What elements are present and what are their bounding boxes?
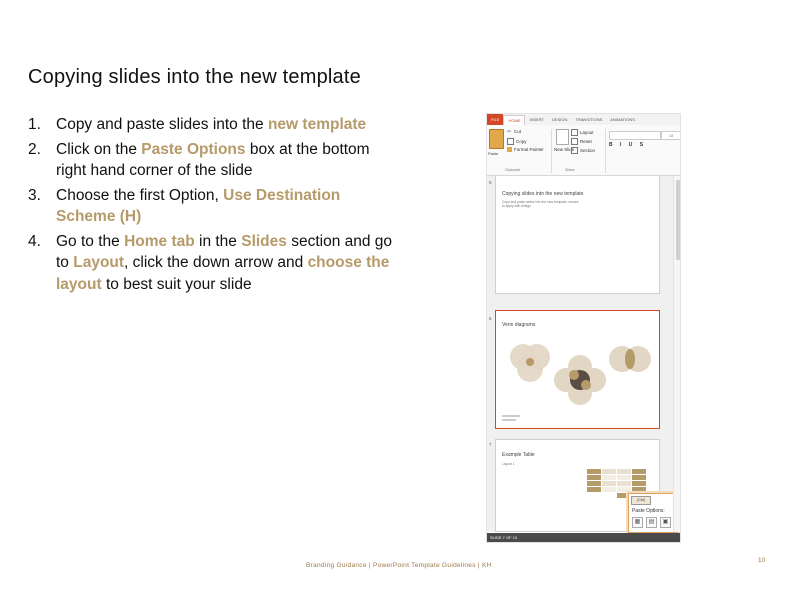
reset-button[interactable]	[571, 138, 592, 145]
slide-thumbnail-5[interactable]	[495, 176, 660, 294]
slides-group-label: Slides	[565, 168, 575, 172]
slide-title: Venn diagrams	[502, 322, 536, 328]
slide-number: 5	[489, 180, 492, 185]
layout-button[interactable]	[571, 129, 594, 136]
slide-thumbnails-pane	[487, 176, 681, 532]
highlighted-text: new template	[267, 116, 367, 133]
venn-diagrams	[496, 311, 658, 427]
vertical-scrollbar[interactable]	[673, 176, 681, 532]
picture-icon[interactable]: ▣	[660, 517, 671, 528]
instruction-step	[28, 231, 398, 296]
powerpoint-screenshot	[486, 113, 681, 543]
format-painter-button[interactable]	[507, 147, 544, 152]
brush-icon	[507, 147, 512, 152]
slide-number: 7	[489, 442, 492, 447]
divider	[605, 129, 606, 173]
highlighted-text: choose the layout	[56, 254, 390, 293]
scissors-icon: ✂	[507, 129, 512, 135]
new-slide-icon[interactable]	[556, 129, 569, 145]
step-text: section and go to	[56, 232, 393, 271]
step-text: Go to the	[56, 232, 125, 250]
layout-icon	[571, 129, 578, 136]
step-number: 3.	[28, 186, 41, 204]
slide-bullet: Layout 1	[502, 462, 515, 466]
slide-title: Example Table	[502, 452, 535, 458]
instruction-list	[28, 114, 398, 298]
tab-animations[interactable]: ANIMATIONS	[610, 117, 635, 122]
scrollbar-thumb[interactable]	[676, 180, 681, 260]
font-name-input[interactable]	[609, 131, 661, 140]
paste-options-label: Paste Options:	[632, 508, 665, 514]
step-text: Click on the	[56, 140, 142, 158]
step-text: in the	[194, 232, 242, 250]
step-text: box at the bottom right hand corner of the slide	[56, 140, 370, 179]
clipboard-group-label: Clipboard	[505, 168, 520, 172]
highlighted-text: Layout	[73, 254, 125, 271]
highlighted-text: Paste Options	[141, 140, 246, 158]
copy-label: Copy	[516, 139, 527, 144]
step-text: to best suit your slide	[101, 275, 252, 293]
new-slide-button[interactable]: New Slide	[554, 147, 575, 152]
ribbon	[487, 125, 681, 176]
step-number: 1.	[28, 116, 41, 133]
reset-icon	[571, 138, 578, 145]
slide-title: Copying slides into the new template	[502, 191, 584, 197]
highlighted-text: Slides	[241, 232, 287, 250]
page-number: 10	[758, 557, 766, 564]
paste-button[interactable]: Paste	[488, 151, 499, 156]
page-title: Copying slides into the new template	[28, 66, 361, 88]
tab-insert[interactable]: INSERT	[529, 117, 545, 122]
copy-icon	[507, 138, 514, 145]
step-number: 4.	[28, 232, 41, 250]
cut-button[interactable]	[507, 129, 521, 134]
tab-home[interactable]: HOME	[503, 115, 525, 125]
paste-options-row	[632, 517, 671, 528]
slide-number: 6	[489, 316, 492, 321]
slide-thumbnail-6[interactable]	[495, 310, 660, 429]
instruction-step	[28, 185, 398, 228]
instruction-step	[28, 114, 398, 136]
format-painter-label: Format Painter	[514, 147, 544, 152]
footer-text: Branding Guidance | PowerPoint Template Guidelines | KH	[306, 562, 492, 569]
tab-design[interactable]: DESIGN	[552, 117, 568, 122]
status-bar	[487, 533, 681, 543]
step-text: , click the down arrow and	[124, 254, 308, 271]
paste-options-button[interactable]: (Ctrl)	[631, 496, 651, 505]
tab-transitions[interactable]: TRANSITIONS	[575, 117, 603, 122]
slide-counter: SLIDE 7 OF 10	[490, 535, 518, 540]
section-label: Section	[580, 148, 596, 153]
highlighted-text: Home tab	[124, 232, 195, 250]
paste-icon[interactable]	[489, 129, 504, 149]
cut-label: Cut	[514, 129, 522, 134]
step-text: Copy and paste slides into the	[56, 116, 268, 133]
divider	[551, 129, 552, 173]
slide-body: Copy and paste slides into the new template, ensure to apply with design	[502, 200, 579, 208]
copy-button[interactable]	[507, 138, 527, 145]
section-icon	[571, 147, 578, 154]
layout-label: Layout	[580, 130, 594, 135]
font-style-buttons[interactable]: B I U S	[609, 142, 647, 148]
tab-file[interactable]: FILE	[487, 114, 503, 125]
highlighted-text: Use Destination Scheme (H)	[56, 186, 341, 225]
use-destination-scheme-icon[interactable]: ▦	[632, 517, 643, 528]
keep-source-formatting-icon[interactable]: ▤	[646, 517, 657, 528]
instruction-step	[28, 139, 398, 182]
paste-options-popup[interactable]	[628, 493, 678, 533]
step-text: Choose the first Option,	[56, 186, 224, 204]
font-size-input[interactable]: 18	[661, 131, 681, 140]
section-button[interactable]	[571, 147, 595, 154]
step-number: 2.	[28, 140, 41, 158]
reset-label: Reset	[580, 139, 592, 144]
